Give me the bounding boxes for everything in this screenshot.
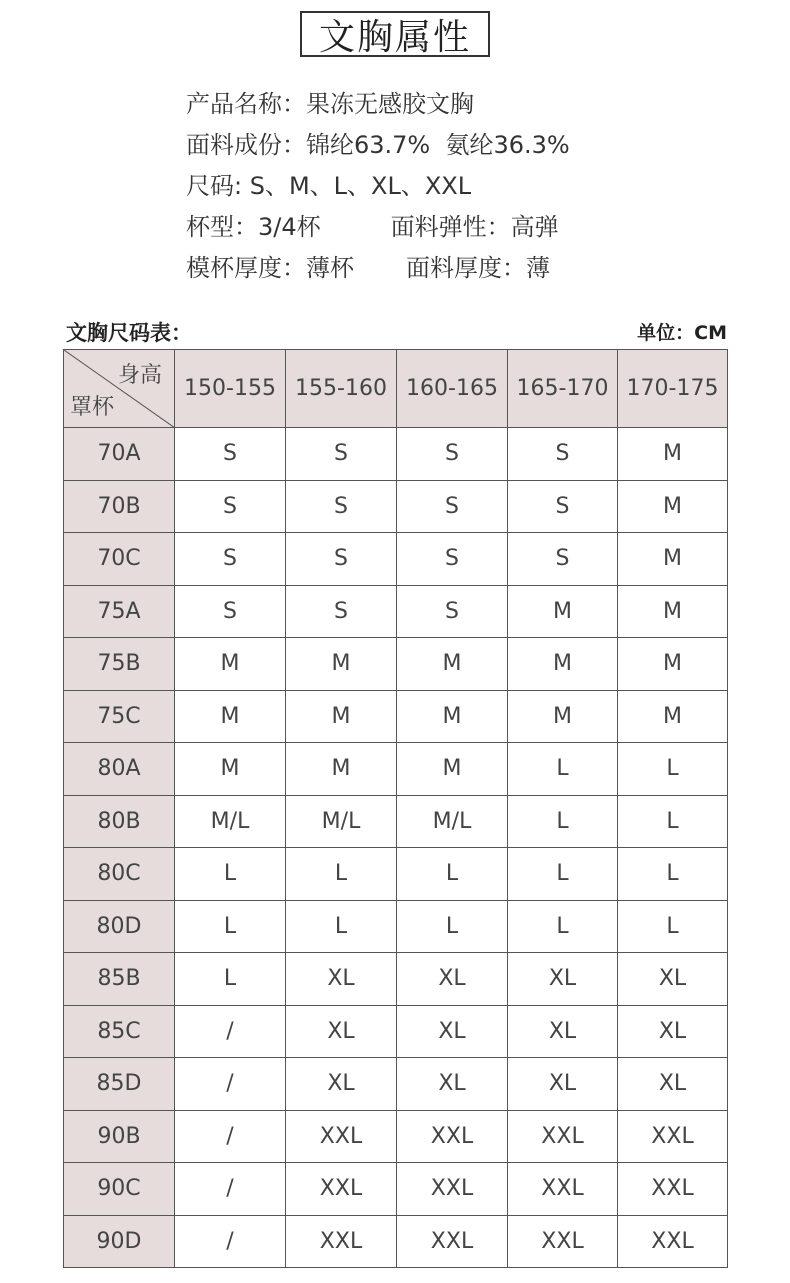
size-cell: XL — [397, 1005, 508, 1058]
size-cell: XL — [618, 1005, 728, 1058]
size-cell: M — [618, 533, 728, 586]
size-cell: M — [618, 480, 728, 533]
size-cell: S — [286, 585, 397, 638]
size-cell: M — [175, 690, 286, 743]
size-cell: XL — [286, 1058, 397, 1111]
size-cell: L — [397, 848, 508, 901]
size-cell: S — [175, 428, 286, 481]
table-row — [64, 953, 728, 1006]
size-cell: S — [286, 533, 397, 586]
height-label: 身高 — [117, 363, 162, 388]
size-cell: M — [618, 638, 728, 691]
table-row — [64, 638, 728, 691]
table-row — [64, 1215, 728, 1268]
cup-size-cell: 90C — [64, 1163, 175, 1216]
size-cell: M — [618, 585, 728, 638]
size-cell: L — [508, 848, 618, 901]
size-cell: M — [508, 690, 618, 743]
size-cell: XXL — [397, 1110, 508, 1163]
size-cell: L — [618, 848, 728, 901]
size-cell: XXL — [618, 1163, 728, 1216]
size-cell: M — [508, 638, 618, 691]
size-cell: L — [508, 743, 618, 796]
size-cell: S — [508, 480, 618, 533]
cup-size-cell: 90B — [64, 1110, 175, 1163]
size-cell: M/L — [175, 795, 286, 848]
height-range-header: 165-170 — [508, 350, 618, 428]
size-cell: XXL — [286, 1163, 397, 1216]
fabric-composition: 面料成份：锦纶63.7% 氨纶36.3% — [186, 131, 570, 159]
cup-size-cell: 80A — [64, 743, 175, 796]
size-cell: S — [175, 480, 286, 533]
fabric-thickness: 面料厚度：薄 — [406, 254, 550, 282]
cup-size-cell: 85C — [64, 1005, 175, 1058]
size-cell: XXL — [508, 1110, 618, 1163]
available-sizes: 尺码: S、M、L、XL、XXL — [186, 172, 472, 200]
size-cell: S — [397, 585, 508, 638]
cup-size-cell: 75C — [64, 690, 175, 743]
size-cell: XL — [508, 953, 618, 1006]
size-table-title: 文胸尺码表： — [66, 321, 192, 345]
table-row — [64, 1005, 728, 1058]
size-cell: XL — [286, 1005, 397, 1058]
size-cell: M — [397, 638, 508, 691]
size-cell: / — [175, 1058, 286, 1111]
prop-row-cup — [186, 207, 570, 248]
size-cell: M — [397, 690, 508, 743]
height-range-header: 150-155 — [175, 350, 286, 428]
size-cell: M — [175, 743, 286, 796]
table-row — [64, 795, 728, 848]
size-table — [63, 349, 728, 1268]
size-cell: S — [508, 428, 618, 481]
size-cell: S — [175, 533, 286, 586]
height-range-header: 160-165 — [397, 350, 508, 428]
size-cell: XXL — [618, 1215, 728, 1268]
size-cell: L — [618, 795, 728, 848]
size-cell: S — [286, 428, 397, 481]
size-cell: L — [286, 900, 397, 953]
page-title: 文胸属性 — [300, 11, 490, 57]
table-row — [64, 480, 728, 533]
size-cell: L — [175, 848, 286, 901]
size-cell: XXL — [508, 1215, 618, 1268]
size-cell: / — [175, 1005, 286, 1058]
size-cell: L — [397, 900, 508, 953]
size-cell: S — [508, 533, 618, 586]
cup-size-cell: 80D — [64, 900, 175, 953]
size-cell: M — [286, 690, 397, 743]
size-cell: L — [175, 953, 286, 1006]
size-cell: XXL — [508, 1163, 618, 1216]
size-cell: XL — [397, 953, 508, 1006]
size-cell: XL — [286, 953, 397, 1006]
cup-size-cell: 70C — [64, 533, 175, 586]
size-cell: XXL — [286, 1215, 397, 1268]
cup-size-cell: 85B — [64, 953, 175, 1006]
cup-size-cell: 90D — [64, 1215, 175, 1268]
prop-row-thickness — [186, 248, 570, 289]
size-cell: / — [175, 1110, 286, 1163]
cup-size-cell: 85D — [64, 1058, 175, 1111]
size-cell: M/L — [286, 795, 397, 848]
size-cell: L — [175, 900, 286, 953]
size-cell: M/L — [397, 795, 508, 848]
size-cell: S — [397, 533, 508, 586]
size-cell: M — [508, 585, 618, 638]
size-cell: / — [175, 1163, 286, 1216]
size-cell: S — [397, 428, 508, 481]
size-cell: S — [286, 480, 397, 533]
size-cell: XXL — [397, 1215, 508, 1268]
cup-size-cell: 70B — [64, 480, 175, 533]
cup-size-cell: 70A — [64, 428, 175, 481]
cup-size-cell: 75B — [64, 638, 175, 691]
size-cell: XL — [508, 1005, 618, 1058]
size-cell: S — [397, 480, 508, 533]
size-cell: M — [286, 743, 397, 796]
size-cell: M — [286, 638, 397, 691]
size-table-header — [66, 313, 727, 349]
size-cell: M — [618, 690, 728, 743]
table-row — [64, 585, 728, 638]
table-row — [64, 848, 728, 901]
size-cell: L — [508, 795, 618, 848]
size-cell: M — [397, 743, 508, 796]
size-cell: XXL — [286, 1110, 397, 1163]
table-row — [64, 743, 728, 796]
corner-cell — [64, 350, 175, 428]
size-cell: XL — [618, 1058, 728, 1111]
table-row — [64, 690, 728, 743]
size-cell: XL — [397, 1058, 508, 1111]
size-cell: XXL — [618, 1110, 728, 1163]
height-range-header: 170-175 — [618, 350, 728, 428]
fabric-elasticity: 面料弹性：高弹 — [390, 213, 559, 241]
size-cell: M — [618, 428, 728, 481]
table-row — [64, 900, 728, 953]
table-row — [64, 1058, 728, 1111]
size-cell: M — [175, 638, 286, 691]
cup-size-cell: 75A — [64, 585, 175, 638]
product-name: 产品名称：果冻无感胶文胸 — [186, 90, 474, 118]
cup-size-cell: 80C — [64, 848, 175, 901]
size-cell: L — [618, 743, 728, 796]
table-header-row — [64, 350, 728, 428]
size-cell: XL — [618, 953, 728, 1006]
table-row — [64, 1110, 728, 1163]
table-row — [64, 428, 728, 481]
size-cell: / — [175, 1215, 286, 1268]
size-cell: S — [175, 585, 286, 638]
product-properties — [186, 84, 570, 289]
size-cell: XXL — [397, 1163, 508, 1216]
unit-label: 单位：CM — [637, 322, 727, 344]
table-row — [64, 1163, 728, 1216]
size-cell: L — [618, 900, 728, 953]
height-range-header: 155-160 — [286, 350, 397, 428]
cup-label: 罩杯 — [70, 395, 115, 420]
cup-type: 杯型：3/4杯 — [186, 213, 321, 241]
size-cell: XL — [508, 1058, 618, 1111]
cup-thickness: 模杯厚度：薄杯 — [186, 254, 354, 282]
table-row — [64, 533, 728, 586]
size-cell: L — [508, 900, 618, 953]
size-cell: L — [286, 848, 397, 901]
cup-size-cell: 80B — [64, 795, 175, 848]
